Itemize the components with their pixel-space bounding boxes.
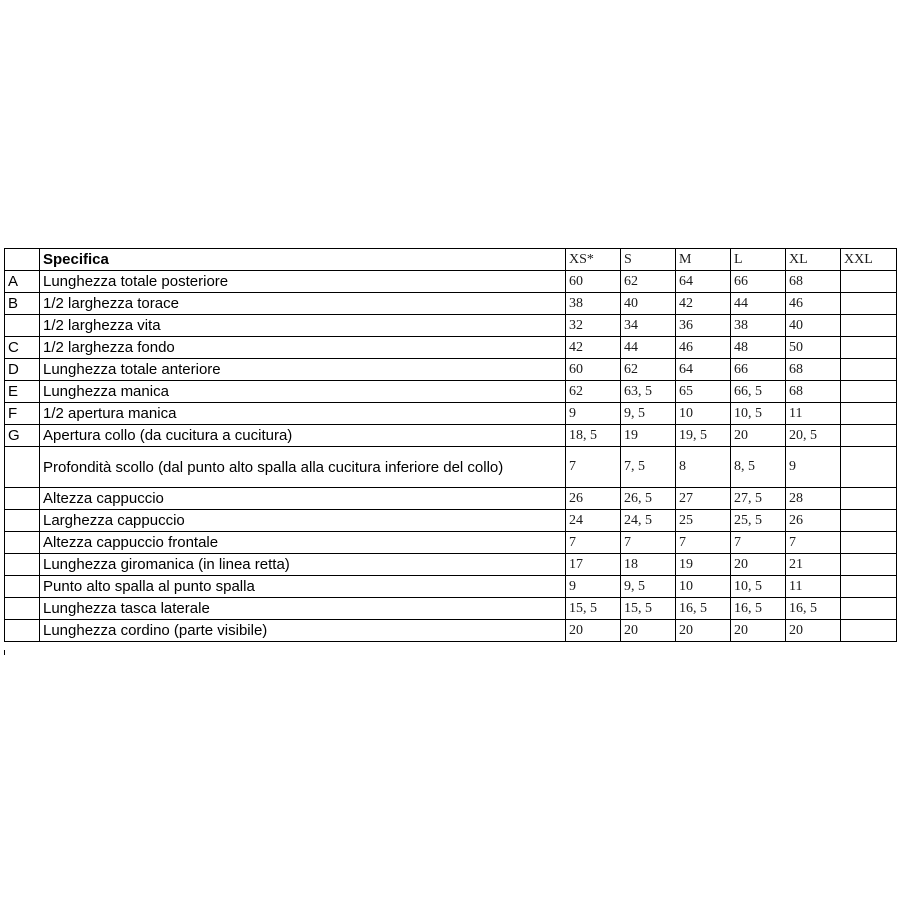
row-value-cell: 7 <box>786 532 841 554</box>
row-value-cell: 19, 5 <box>676 425 731 447</box>
row-value-cell: 9, 5 <box>621 576 676 598</box>
row-value-cell: 17 <box>566 554 621 576</box>
row-value-cell: 9 <box>566 403 621 425</box>
row-code-cell: A <box>5 271 40 293</box>
row-value-cell <box>841 315 897 337</box>
row-value-cell: 62 <box>621 359 676 381</box>
row-code-cell <box>5 532 40 554</box>
row-value-cell: 7 <box>731 532 786 554</box>
row-value-cell: 10, 5 <box>731 576 786 598</box>
row-value-cell: 21 <box>786 554 841 576</box>
row-value-cell: 9 <box>566 576 621 598</box>
row-value-cell <box>841 337 897 359</box>
row-value-cell <box>841 576 897 598</box>
table-row <box>5 425 897 447</box>
header-size-xs: XS* <box>566 249 621 271</box>
row-value-cell: 20 <box>731 554 786 576</box>
row-value-cell: 32 <box>566 315 621 337</box>
row-value-cell <box>841 532 897 554</box>
row-value-cell <box>841 425 897 447</box>
row-value-cell: 68 <box>786 381 841 403</box>
row-value-cell: 63, 5 <box>621 381 676 403</box>
row-value-cell: 20 <box>786 620 841 642</box>
row-spec-cell: Lunghezza manica <box>40 381 566 403</box>
row-value-cell: 48 <box>731 337 786 359</box>
row-value-cell: 10 <box>676 403 731 425</box>
row-value-cell: 60 <box>566 271 621 293</box>
row-value-cell: 68 <box>786 271 841 293</box>
table-row <box>5 554 897 576</box>
row-spec-cell: Apertura collo (da cucitura a cucitura) <box>40 425 566 447</box>
header-size-xxl: XXL <box>841 249 897 271</box>
table-row <box>5 488 897 510</box>
row-value-cell <box>841 447 897 488</box>
row-code-cell <box>5 598 40 620</box>
row-value-cell: 20, 5 <box>786 425 841 447</box>
row-value-cell: 7 <box>676 532 731 554</box>
size-chart-table <box>4 248 897 642</box>
row-value-cell: 66 <box>731 271 786 293</box>
row-value-cell: 16, 5 <box>786 598 841 620</box>
row-value-cell <box>841 293 897 315</box>
row-value-cell: 16, 5 <box>676 598 731 620</box>
row-value-cell: 20 <box>621 620 676 642</box>
row-value-cell: 26 <box>566 488 621 510</box>
header-size-l: L <box>731 249 786 271</box>
row-spec-cell: 1/2 larghezza fondo <box>40 337 566 359</box>
row-value-cell: 18 <box>621 554 676 576</box>
row-value-cell: 26, 5 <box>621 488 676 510</box>
row-value-cell: 27, 5 <box>731 488 786 510</box>
row-value-cell: 62 <box>621 271 676 293</box>
row-spec-cell: 1/2 apertura manica <box>40 403 566 425</box>
row-value-cell: 10, 5 <box>731 403 786 425</box>
row-code-cell: D <box>5 359 40 381</box>
row-value-cell <box>841 403 897 425</box>
row-spec-cell: Lunghezza cordino (parte visibile) <box>40 620 566 642</box>
row-spec-cell: Altezza cappuccio frontale <box>40 532 566 554</box>
row-value-cell: 66 <box>731 359 786 381</box>
row-value-cell: 16, 5 <box>731 598 786 620</box>
table-body <box>5 271 897 642</box>
row-spec-cell: Lunghezza tasca laterale <box>40 598 566 620</box>
row-value-cell: 15, 5 <box>566 598 621 620</box>
row-value-cell: 24, 5 <box>621 510 676 532</box>
row-value-cell: 25, 5 <box>731 510 786 532</box>
row-value-cell: 40 <box>621 293 676 315</box>
table-header <box>5 249 897 271</box>
row-code-cell <box>5 488 40 510</box>
header-spec-cell: Specifica <box>40 249 566 271</box>
row-value-cell: 7 <box>566 532 621 554</box>
row-code-cell <box>5 620 40 642</box>
table-row <box>5 620 897 642</box>
row-value-cell: 9 <box>786 447 841 488</box>
table-row <box>5 315 897 337</box>
row-value-cell <box>841 271 897 293</box>
header-code-cell <box>5 249 40 271</box>
row-code-cell <box>5 554 40 576</box>
row-value-cell <box>841 620 897 642</box>
row-code-cell <box>5 576 40 598</box>
row-code-cell: E <box>5 381 40 403</box>
row-value-cell <box>841 359 897 381</box>
row-value-cell <box>841 381 897 403</box>
row-code-cell: B <box>5 293 40 315</box>
row-code-cell: F <box>5 403 40 425</box>
row-spec-cell: Punto alto spalla al punto spalla <box>40 576 566 598</box>
row-value-cell: 42 <box>566 337 621 359</box>
table-row <box>5 447 897 488</box>
header-size-m: M <box>676 249 731 271</box>
row-value-cell: 46 <box>786 293 841 315</box>
row-spec-cell: 1/2 larghezza vita <box>40 315 566 337</box>
row-value-cell: 64 <box>676 271 731 293</box>
row-spec-cell: Larghezza cappuccio <box>40 510 566 532</box>
row-value-cell: 28 <box>786 488 841 510</box>
table-row <box>5 359 897 381</box>
row-value-cell: 10 <box>676 576 731 598</box>
row-value-cell: 20 <box>566 620 621 642</box>
row-value-cell: 7, 5 <box>621 447 676 488</box>
row-value-cell: 50 <box>786 337 841 359</box>
row-spec-cell: Lunghezza giromanica (in linea retta) <box>40 554 566 576</box>
table-row <box>5 598 897 620</box>
header-size-xl: XL <box>786 249 841 271</box>
table-row <box>5 510 897 532</box>
row-value-cell: 9, 5 <box>621 403 676 425</box>
row-value-cell: 18, 5 <box>566 425 621 447</box>
row-value-cell: 66, 5 <box>731 381 786 403</box>
row-value-cell: 68 <box>786 359 841 381</box>
row-code-cell <box>5 510 40 532</box>
row-value-cell <box>841 488 897 510</box>
row-value-cell: 44 <box>731 293 786 315</box>
row-value-cell: 20 <box>731 425 786 447</box>
row-value-cell <box>841 598 897 620</box>
row-value-cell: 20 <box>731 620 786 642</box>
row-value-cell: 38 <box>731 315 786 337</box>
row-value-cell: 64 <box>676 359 731 381</box>
row-code-cell: G <box>5 425 40 447</box>
row-value-cell: 7 <box>566 447 621 488</box>
row-value-cell: 60 <box>566 359 621 381</box>
row-value-cell <box>841 554 897 576</box>
table-row <box>5 271 897 293</box>
row-value-cell: 62 <box>566 381 621 403</box>
row-value-cell: 38 <box>566 293 621 315</box>
row-value-cell: 36 <box>676 315 731 337</box>
row-value-cell: 40 <box>786 315 841 337</box>
row-value-cell: 44 <box>621 337 676 359</box>
row-value-cell <box>841 510 897 532</box>
row-value-cell: 24 <box>566 510 621 532</box>
row-code-cell: C <box>5 337 40 359</box>
row-value-cell: 27 <box>676 488 731 510</box>
table-row <box>5 532 897 554</box>
table-row <box>5 337 897 359</box>
row-value-cell: 65 <box>676 381 731 403</box>
row-spec-cell: 1/2 larghezza torace <box>40 293 566 315</box>
table-row <box>5 576 897 598</box>
table-row <box>5 403 897 425</box>
row-value-cell: 42 <box>676 293 731 315</box>
row-value-cell: 19 <box>676 554 731 576</box>
row-value-cell: 19 <box>621 425 676 447</box>
row-value-cell: 46 <box>676 337 731 359</box>
header-row <box>5 249 897 271</box>
row-value-cell: 15, 5 <box>621 598 676 620</box>
table-row <box>5 293 897 315</box>
table-row <box>5 381 897 403</box>
row-value-cell: 20 <box>676 620 731 642</box>
row-code-cell <box>5 447 40 488</box>
row-spec-cell: Altezza cappuccio <box>40 488 566 510</box>
row-value-cell: 11 <box>786 403 841 425</box>
row-value-cell: 7 <box>621 532 676 554</box>
row-value-cell: 8 <box>676 447 731 488</box>
row-spec-cell: Lunghezza totale posteriore <box>40 271 566 293</box>
row-code-cell <box>5 315 40 337</box>
row-value-cell: 11 <box>786 576 841 598</box>
row-value-cell: 26 <box>786 510 841 532</box>
row-value-cell: 8, 5 <box>731 447 786 488</box>
row-value-cell: 25 <box>676 510 731 532</box>
row-spec-cell: Lunghezza totale anteriore <box>40 359 566 381</box>
row-value-cell: 34 <box>621 315 676 337</box>
header-size-s: S <box>621 249 676 271</box>
row-spec-cell: Profondità scollo (dal punto alto spalla alla cucitura inferiore del collo) <box>40 447 566 488</box>
table-edge-mark <box>4 650 5 655</box>
